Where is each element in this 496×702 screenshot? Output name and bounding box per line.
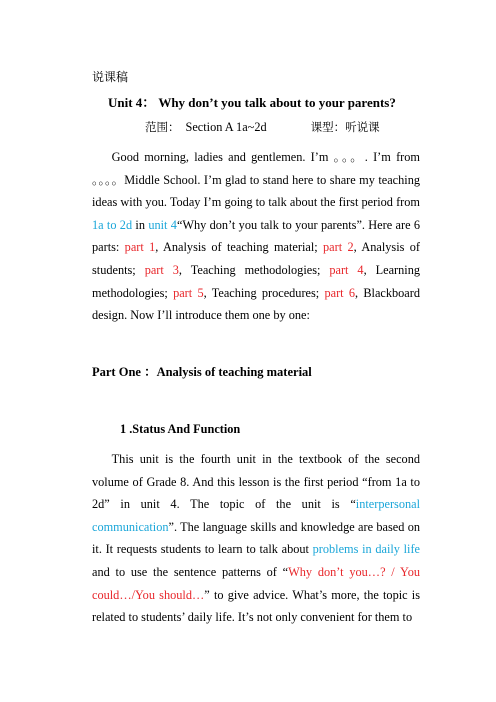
body-text: This unit is the fourth unit in the textbook of the second volume of Grade 8. And this lesson is the first period “from 1a to 2d” in unit 4. The topic of the unit is “ bbox=[92, 452, 420, 512]
intro-text: Good morning, ladies and gentlemen. I’m 。。。. I’m from 。。。。Middle School. I’m glad to stand here to share my teaching ideas with you. Today I’m going to talk about the first period from bbox=[92, 150, 420, 210]
intro-text: , Analysis of students; bbox=[92, 240, 421, 277]
topic-highlight: interpersonal communication bbox=[92, 497, 420, 534]
intro-text: , Learning methodologies; bbox=[92, 262, 421, 300]
lesson-type: 课型：听说课 bbox=[310, 120, 380, 134]
unit-ref: unit 4 bbox=[148, 217, 177, 232]
part-ref-1: part 1 bbox=[124, 240, 156, 255]
part-ref-6: part 6 bbox=[324, 285, 355, 300]
problems-highlight: problems in daily life bbox=[312, 542, 420, 557]
intro-text: “Why don’t you talk to your parents”. Here are 6 parts: bbox=[92, 217, 420, 255]
doc-label: 说课稿 bbox=[92, 70, 129, 84]
status-paragraph bbox=[92, 448, 420, 629]
part-ref-5: part 5 bbox=[173, 285, 204, 300]
section-1-heading: 1 .Status And Function bbox=[120, 422, 241, 436]
part-one-heading: Part One ：Analysis of teaching material bbox=[92, 365, 312, 379]
part-ref-4: part 4 bbox=[329, 262, 364, 277]
intro-text: , Blackboard design. Now I’ll introduce them one by one: bbox=[92, 285, 421, 323]
body-text: ” to give advice. What’s more, the topic is related to students’ daily life. It’s not only convenient for them to bbox=[92, 587, 420, 625]
intro-text: , Teaching methodologies; bbox=[178, 262, 330, 277]
intro-paragraph bbox=[92, 146, 420, 327]
range-value: Section A 1a~2d bbox=[185, 120, 267, 134]
range-label: 范围： bbox=[145, 120, 180, 134]
body-text: and to use the sentence patterns of “ bbox=[92, 564, 289, 579]
intro-text: , Teaching procedures; bbox=[203, 285, 325, 300]
intro-text: in bbox=[132, 217, 149, 232]
part-ref-2: part 2 bbox=[323, 240, 354, 255]
sentence-patterns: Why don’t you…? / You could…/You should… bbox=[92, 564, 420, 602]
lesson-meta bbox=[145, 119, 380, 135]
body-text: ”. The language skills and knowledge are based on it. It requests students to learn to talk about bbox=[92, 519, 420, 557]
period-range: 1a to 2d bbox=[92, 217, 133, 232]
unit-title: Unit 4： Why don’t you talk about to your parents? bbox=[108, 95, 396, 110]
part-ref-3: part 3 bbox=[144, 262, 179, 277]
intro-text: , Analysis of teaching material; bbox=[155, 240, 324, 255]
